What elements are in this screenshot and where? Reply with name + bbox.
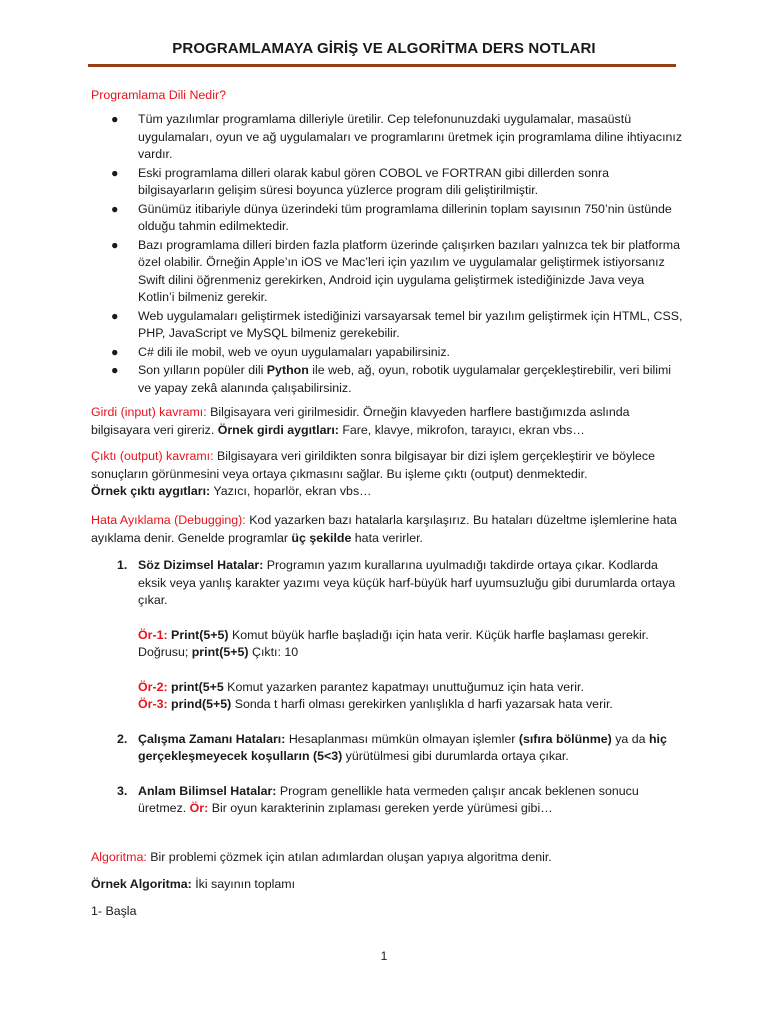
programming-bullet-list [91,111,683,398]
item-number: 1. [117,558,128,572]
bullet-text: C# dili ile mobil, web ve oyun uygulamaları yapabilirsiniz. [138,344,450,359]
bullet-dot: ● [111,308,119,323]
bullet-item [91,308,683,343]
example-2-code: print(5+5 [167,679,224,694]
semantic-error-text: Program genellikle hata vermeden çalışır ancak beklenen sonucu üretmez. [138,783,639,815]
algorithm-paragraph [91,849,683,867]
example-3-code: prind(5+5) [167,697,232,711]
bullet-dot: ● [111,237,119,252]
example-algorithm [91,876,683,894]
example-1-code: Print(5+5) [167,627,229,642]
runtime-text-1: Hesaplanması mümkün olmayan işlemler [285,731,519,746]
error-item-semantic [91,783,683,818]
input-examples-label: Örnek girdi aygıtları: [217,422,339,437]
runtime-text-3: yürütülmesi gibi durumlarda ortaya çıkar. [342,749,569,763]
bullet-dot: ● [111,112,119,126]
error-item-runtime [91,731,683,766]
example-3-label: Ör-3: [138,697,168,711]
example-algorithm-label: Örnek Algoritma: [91,877,192,891]
algorithm-text: Bir problemi çözmek için atılan adımlardan oluşan yapıya algoritma denir. [146,850,552,864]
output-paragraph [91,448,683,501]
example-1-output: Çıktı: 10 [248,645,299,659]
debugging-text-post: hata verirler. [351,530,423,545]
bullet-text: Eski programlama dilleri olarak kabul gören COBOL ve FORTRAN gibi dillerden sonra bilgisayarların gelişim süresi boyunca yüzlerce program dili geliştirilmiştir. [138,165,610,197]
example-1-code-correct: print(5+5) [191,645,249,659]
example-2 [138,679,683,697]
runtime-bold-2: hiç gerçekleşmeyecek koşulların (5<3) [138,731,667,763]
item-number: 3. [117,783,128,798]
example-algorithm-text: İki sayının toplamı [191,877,296,891]
bullet-text: Günümüz itibariyle dünya üzerindeki tüm programlama dillerinin toplam sayısının 750’nin üstünde olduğu tahmin edilmektedir. [138,201,672,233]
input-text: Bilgisayara veri girilmesidir. Örneğin klavyeden harflere bastığımızda aslında bilgisayara veri gireriz. [91,405,630,437]
syntax-error-label: Söz Dizimsel Hatalar: [138,558,264,572]
title-underline [88,64,676,67]
input-paragraph [91,404,683,439]
algorithm-label: Algoritma: [91,850,147,864]
example-1-label: Ör-1: [138,627,168,642]
error-types-list [91,557,683,818]
bullet-item [91,201,683,236]
bullet-dot: ● [111,201,119,216]
semantic-error-label: Anlam Bilimsel Hatalar: [138,783,277,798]
syntax-error-text: Programın yazım kurallarına uyulmadığı takdirde ortaya çıkar. Kodlarda eksik veya yanlış karakter yazımı veya küçük harf-büyük harf uyumsuzluğu gibi durumlarda ortaya çıkar. [138,558,676,607]
output-examples: Yazıcı, hoparlör, ekran vbs… [210,484,372,498]
semantic-example-label: Ör: [189,801,209,815]
page-title: PROGRAMLAMAYA GİRİŞ VE ALGORİTMA DERS NOTLARI [172,40,596,57]
bullet-item [91,165,683,200]
output-label: Çıktı (output) kavramı: [91,449,214,463]
example-2-label: Ör-2: [138,679,168,694]
bullet-item [91,362,683,397]
bullet-item [91,237,683,307]
bullet-text: Bazı programlama dilleri birden fazla platform üzerinde çalışırken bazıları yalnızca tek bir platforma özel olabilir. Örneğin Apple’ın iOS ve Mac’leri için yazılım ve uygulamalar geliştirmek istiyorsanız Swift dilini öğrenmeniz gerekirken, Android için uygulama geliştirmek istediğinizde Java veya Kotlin’i bilmeniz gerekir. [138,237,680,304]
debugging-bold: üç şekilde [291,530,352,545]
debugging-text-pre: Kod yazarken bazı hatalarla karşılaşırız. Bu hataları düzeltme işlemlerine hata ayıklama denir. Genelde programlar [91,513,677,545]
runtime-error-label: Çalışma Zamanı Hataları: [138,731,286,746]
item-number: 2. [117,731,128,746]
output-text: Bilgisayara veri girildikten sonra bilgisayar bir dizi işlem gerçekleştirir ve böylece sonuçların görünmesini veya ortaya çıkmasını sağlar. Bu işleme çıktı (output) denmektedir. [91,449,655,481]
page-number: 1 [380,949,388,963]
bullet-text-post: ile web, ağ, oyun, robotik uygulamalar gerçekleştirebilir, veri bilimi ve yapay zekâ alanında çalışabilirsiniz. [138,363,672,395]
bullet-text: Web uygulamaları geliştirmek istediğinizi varsayarsak temel bir yazılım geliştirmek için HTML, CSS, PHP, JavaScript ve MySQL bilmeniz gerekebilir. [138,308,683,340]
input-label: Girdi (input) kavramı: [91,405,207,419]
example-3 [138,696,683,714]
bullet-item [91,111,683,164]
bullet-text-python: Python [266,363,309,377]
runtime-text-2: ya da [611,731,649,746]
bullet-dot: ● [111,344,119,359]
algorithm-step-1: 1- Başla [91,904,137,918]
error-item-syntax [91,557,683,714]
debugging-label: Hata Ayıklama (Debugging): [91,513,246,527]
example-3-text: Sonda t harfi olması gerekirken yanlışlıkla d harfi yazarsak hata verir. [231,697,613,711]
bullet-text-pre: Son yılların popüler dili [138,363,267,377]
bullet-dot: ● [111,363,119,377]
bullet-item [91,344,683,362]
output-examples-label: Örnek çıktı aygıtları: [91,484,211,498]
semantic-example-text: Bir oyun karakterinin zıplaması gereken yerde yürümesi gibi… [208,801,553,815]
example-1 [138,627,683,662]
example-2-text: Komut yazarken parantez kapatmayı unuttuğumuz için hata verir. [223,679,584,694]
section-heading-programming: Programlama Dili Nedir? [91,88,226,102]
debugging-paragraph [91,512,683,547]
bullet-dot: ● [111,165,119,180]
input-examples: Fare, klavye, mikrofon, tarayıcı, ekran vbs… [338,422,585,437]
bullet-text: Tüm yazılımlar programlama dilleriyle üretilir. Cep telefonunuzdaki uygulamalar, masaüstü uygulamaları, oyun ve ağ uygulamaları ve programlarını üretmek için programlama diline ihtiyacınız vardır. [138,112,683,161]
example-1-text: Komut büyük harfle başladığı için hata verir. Küçük harfle başlaması gerekir. Doğrusu; [138,627,649,659]
runtime-bold-1: (sıfıra bölünme) [518,731,612,746]
